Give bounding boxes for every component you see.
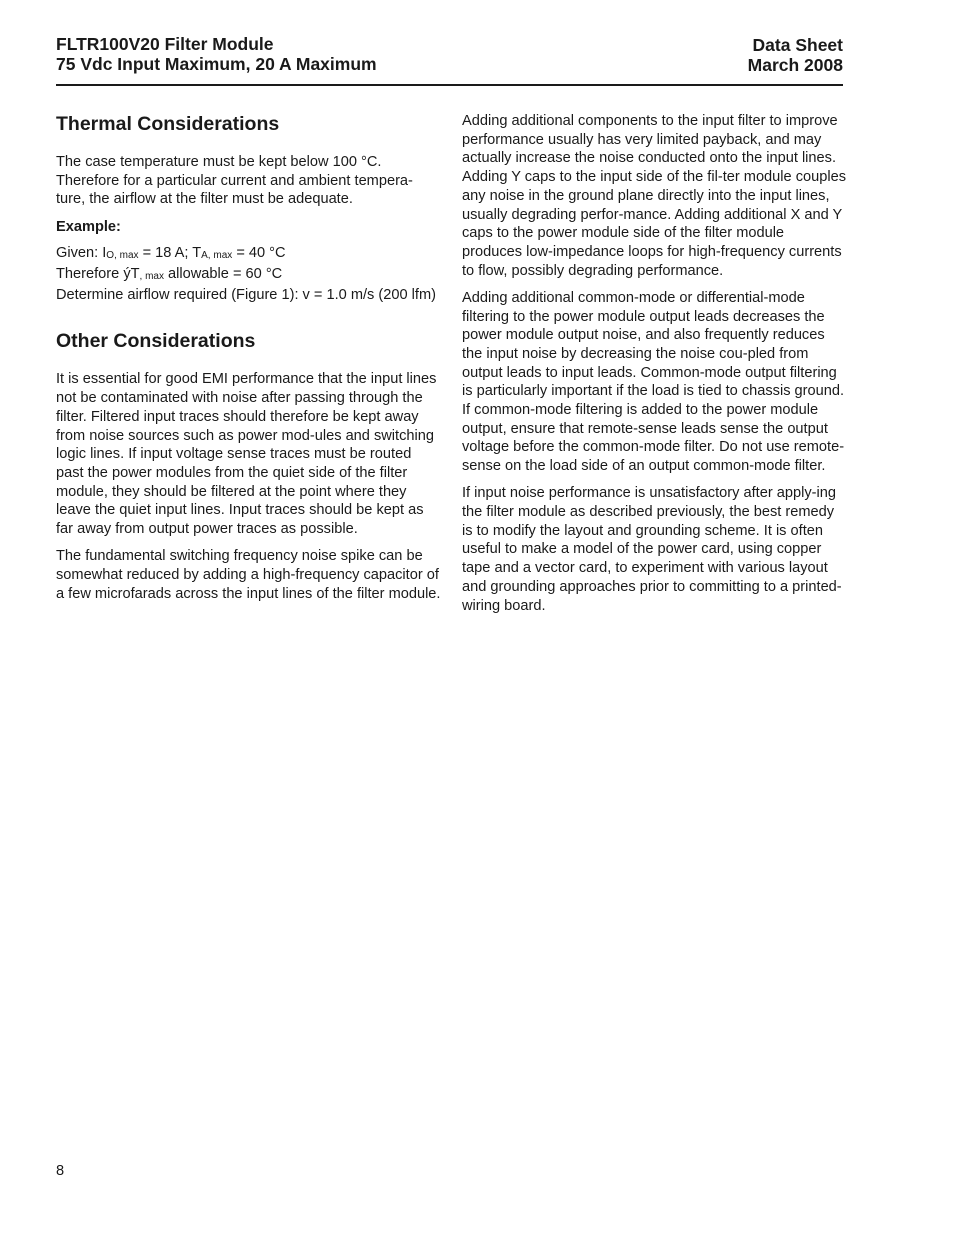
example-label: Example: (56, 218, 121, 235)
thermal-paragraph: The case temperature must be kept below 100 °C. Therefore for a particular current and ambient tempera-ture, the airflow at the filter must be adequate. (56, 154, 413, 208)
given-suffix: = 40 °C (232, 245, 286, 262)
given-mid: = 18 A; T (138, 245, 202, 262)
example-given-line (56, 244, 441, 265)
document-date: March 2008 (747, 55, 843, 75)
other-paragraph-1: It is essential for good EMI performance that the input lines not be contaminated with noise after passing through the filter. Filtered input traces should therefore be kept away from noise sources such as power mod-ules and switching logic lines. If input voltage sense traces must be routed past the power modules from the quiet side of the filter module, they should be filtered at the point where they leave the quiet input lines. Input traces should be kept as far away from output power traces as possible. (56, 371, 437, 538)
document-title: FLTR100V20 Filter Module (56, 34, 274, 54)
right-paragraph-1: Adding additional components to the input filter to improve performance usually has very limited payback, and may actually increase the noise conducted onto the input lines. Adding Y caps to the input side of the fil-ter module couples any noise in the ground plane directly into the input lines, usually degrading perfor-mance. Adding additional X and Y caps to the power module side of the filter module produces low-impedance loops for high-frequency currents to flow, possibly degrading performance. (462, 113, 847, 279)
example-determine-line: Determine airflow required (Figure 1): v = 1.0 m/s (200 lfm) (56, 286, 436, 303)
example-block (56, 244, 441, 304)
page-header (56, 34, 843, 86)
example-therefore-line (56, 265, 441, 286)
document-subtitle: 75 Vdc Input Maximum, 20 A Maximum (56, 54, 377, 74)
right-paragraph-2: Adding additional common-mode or differential-mode filtering to the power module output leads decreases the power module output noise, and also frequently reduces the input noise by decreasing the noise cou-pled from output leads to input leads. Common-mode output filtering is particularly important if the load is tied to chassis ground. If common-mode filtering is added to the power module output, ensure that remote-sense leads sense the output voltage before the common-mode filter. Do not use remote-sense on the load side of an output common-mode filter. (462, 289, 845, 475)
other-heading: Other Considerations (56, 330, 256, 353)
therefore-prefix: Therefore ýT (56, 266, 140, 283)
given-io-subscript: O, max (106, 250, 139, 262)
document-type: Data Sheet (752, 35, 843, 55)
other-paragraph-2: The fundamental switching frequency noise spike can be somewhat reduced by adding a high-frequency capacitor of a few microfarads across the input lines of the filter module. (56, 548, 441, 602)
header-meta-block (748, 35, 843, 75)
header-title-block (56, 34, 377, 74)
given-prefix: Given: I (56, 245, 107, 262)
therefore-subscript: , max (139, 271, 164, 283)
page-number: 8 (56, 1163, 65, 1179)
therefore-suffix: allowable = 60 °C (164, 266, 283, 283)
right-column (462, 112, 847, 624)
given-ta-subscript: A, max (201, 250, 233, 262)
left-column (56, 112, 441, 612)
right-paragraph-3: If input noise performance is unsatisfactory after apply-ing the filter module as described previously, the best remedy is to modify the layout and grounding scheme. It is often useful to make a model of the power card, using copper tape and a vector card, to experiment with various layout and grounding approaches prior to committing to a printed-wiring board. (462, 485, 842, 614)
thermal-heading: Thermal Considerations (56, 113, 280, 135)
